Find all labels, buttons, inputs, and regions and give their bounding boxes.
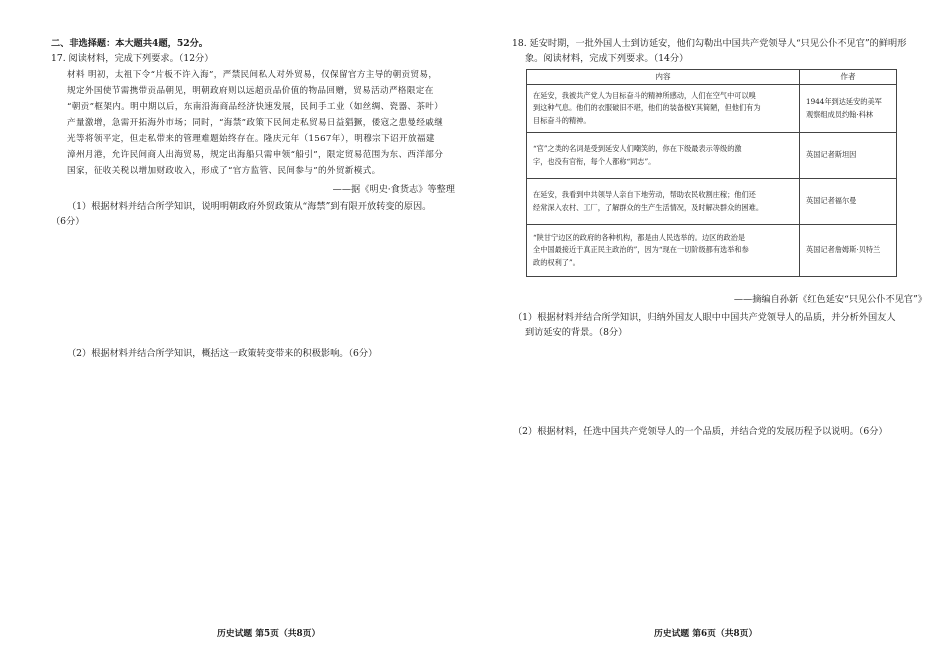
q18-sub2: （2）根据材料，任选中国共产党领导人的一个品质，并结合党的发展历程予以说明。（6分） <box>513 426 888 437</box>
q18-intro: 18. 延安时期，一批外国人士到访延安，他们勾勒出中国共产党领导人“只见公仆不见官”的鲜明形 <box>512 38 907 49</box>
section-title: 二、非选择题：本大题共4题，52分。 <box>51 38 208 49</box>
table-cell-content <box>527 133 800 179</box>
content-line: 政的权利了”。 <box>533 257 580 267</box>
content-line: 字，也没有官衔，每个人都称“同志”。 <box>533 156 656 166</box>
q17-sub1: （1）根据材料并结合所学知识，说明明朝政府外贸政策从“海禁”到有限开放转变的原因。 <box>67 201 432 212</box>
author-line: 英国记者福尔曼 <box>806 196 857 206</box>
q18-source: ——摘编自孙新《红色延安“只见公仆不见官”》 <box>733 294 927 305</box>
table-cell-content <box>527 225 800 277</box>
table-cell-author <box>800 225 897 277</box>
table-header-row <box>527 70 897 85</box>
content-line: 在延安，我看到中共领导人亲自下地劳动，帮助农民收割庄稼；他们还 <box>533 190 756 199</box>
q17-material-line: 漳州月港，允许民间商人出海贸易，规定出海船只需申领“船引”，限定贸易范围为东、西洋部分 <box>67 150 444 160</box>
author-line: 1944年到达延安的美军 <box>806 97 882 106</box>
q17-material-line: “朝贡”框架内。明中期以后，东南沿海商品经济快速发展，民间手工业（如丝绸、瓷器、茶叶） <box>67 102 444 112</box>
q17-material-line: 材料 明初，太祖下令“片板不许入海”，严禁民间私人对外贸易，仅保留官方主导的朝贡贸易， <box>67 70 438 80</box>
table-row <box>527 179 897 225</box>
q18-sub1: （1）根据材料并结合所学知识，归纳外国友人眼中中国共产党领导人的品质，并分析外国友人 <box>513 312 896 323</box>
author-line: 英国记者詹姆斯·贝特兰 <box>806 245 881 255</box>
page-5-footer: 历史试题 第5页（共8页） <box>217 629 321 639</box>
q17-source: ——据《明史·食货志》等整理 <box>332 184 455 195</box>
q18-sub1-cont: 到访延安的背景。（8分） <box>525 327 628 338</box>
table-row <box>527 225 897 277</box>
content-line: 全中国最接近于真正民主政治的”，因为“现在一切阶级都有选举和参 <box>533 245 749 255</box>
content-line: 经常深入农村、工厂，了解群众的生产生活情况，及时解决群众的困难。 <box>533 202 764 212</box>
page-6-footer: 历史试题 第6页（共8页） <box>654 629 758 639</box>
table-cell-author <box>800 85 897 133</box>
q18-material-table <box>526 69 897 277</box>
table-cell-content <box>527 85 800 133</box>
author-line: 观察组成员约翰·科林 <box>806 109 874 119</box>
content-line: 到这种气息。他们的衣服破旧不堪，他们的装备极Y其简陋，但他们有为 <box>533 103 761 113</box>
q17-sub2: （2）根据材料并结合所学知识，概括这一政策转变带来的积极影响。（6分） <box>67 348 378 359</box>
table-cell-author <box>800 179 897 225</box>
q17-material-line: 国家，征收关税以增加财政收入，形成了“官方监管、民间参与”的外贸新模式。 <box>67 166 381 176</box>
content-line: 目标奋斗的精神。 <box>533 115 591 125</box>
table-row <box>527 85 897 133</box>
q17-material-line: 光等将领平定，但走私带来的管理难题始终存在。隆庆元年（1567年），明穆宗下诏开放福建 <box>67 134 435 144</box>
author-line: 英国记者斯坦因 <box>806 150 857 160</box>
table-header-content: 内容 <box>527 70 800 85</box>
q17-sub1-score: （6分） <box>51 216 85 227</box>
table-cell-author <box>800 133 897 179</box>
table-row <box>527 133 897 179</box>
q18-intro-cont: 象。阅读材料，完成下列要求。（14分） <box>525 53 689 64</box>
content-line: “陕甘宁边区的政府的各种机构，都是由人民选举的。边区的政治是 <box>533 232 746 242</box>
q17-material-line: 规定外国使节需携带贡品朝见，明朝政府则以远超贡品价值的物品回赠，贸易活动严格限定在 <box>67 86 434 96</box>
table-header-author: 作者 <box>800 70 897 85</box>
content-line: “官”之类的名词是受到延安人们嘲笑的，你在下级最表示等级的激 <box>533 144 742 153</box>
q17-material-line: 产量激增，急需开拓海外市场；同时，“海禁”政策下民间走私贸易日益猖獗，倭寇之患曼经戚继 <box>67 118 444 128</box>
table-cell-content <box>527 179 800 225</box>
content-line: 在延安，我被共产党人为目标奋斗的精神所感动，人们在空气中可以嗅 <box>533 90 756 100</box>
q17-intro: 17. 阅读材料，完成下列要求。（12分） <box>51 53 214 64</box>
